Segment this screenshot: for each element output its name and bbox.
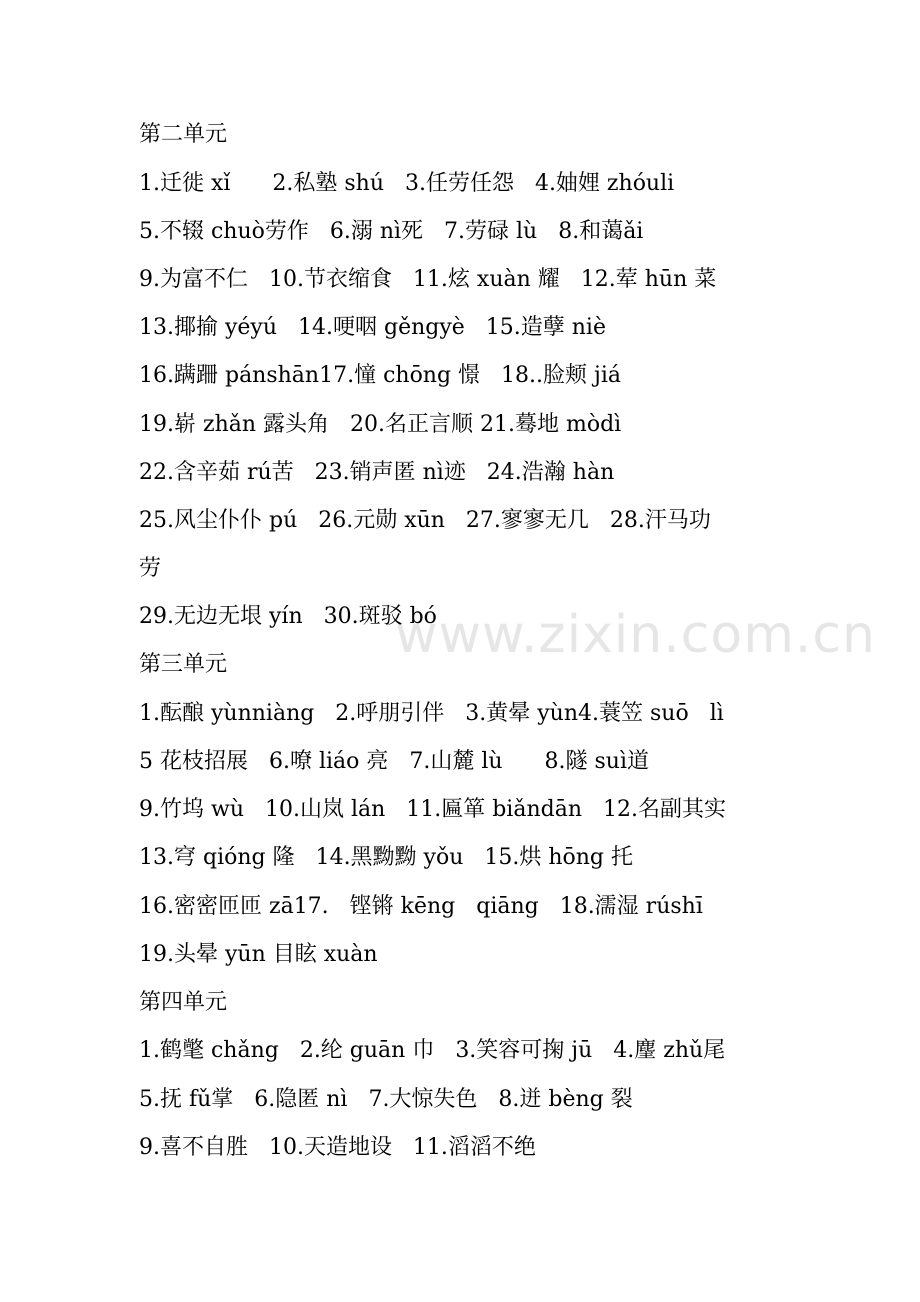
vocab-line: 5 花枝招展 6.嘹 liáo 亮 7.山麓 lù 8.隧 suì道: [139, 749, 649, 774]
vocab-line: 25.风尘仆仆 pú 26.元勋 xūn 27.寥寥无几 28.汗马功: [139, 508, 711, 533]
vocab-line: 19.崭 zhǎn 露头角 20.名正言顺 21.蓦地 mòdì: [139, 412, 622, 437]
section-heading-2: 第二单元: [139, 122, 228, 147]
vocab-line: 29.无边无垠 yín 30.斑驳 bó: [139, 604, 437, 629]
vocab-line: 9.竹坞 wù 10.山岚 lán 11.匾箪 biǎndān 12.名副其实: [139, 797, 726, 822]
vocab-line: 19.头晕 yūn 目眩 xuàn: [139, 942, 378, 967]
vocab-line: 5.抚 fǔ掌 6.隐匿 nì 7.大惊失色 8.迸 bèng 裂: [139, 1087, 633, 1112]
section-heading-4: 第四单元: [139, 990, 228, 1015]
vocab-line: 1.酝酿 yùnniàng 2.呼朋引伴 3.黄晕 yùn4.蓑笠 suō lì: [139, 701, 724, 726]
vocab-line: 16.蹒跚 pánshān17.憧 chōng 憬 18..脸颊 jiá: [139, 363, 621, 388]
vocab-line: 5.不辍 chuò劳作 6.溺 nì死 7.劳碌 lù 8.和蔼ǎi: [139, 219, 644, 244]
vocab-line: 1.鹤氅 chǎng 2.纶 guān 巾 3.笑容可掬 jū 4.麈 zhǔ尾: [139, 1038, 726, 1063]
vocab-line: 9.喜不自胜 10.天造地设 11.滔滔不绝: [139, 1135, 536, 1160]
vocab-line: 13.揶揄 yéyú 14.哽咽 gěngyè 15.造孽 niè: [139, 315, 606, 340]
vocab-line: 13.穹 qióng 隆 14.黑黝黝 yǒu 15.烘 hōng 托: [139, 845, 634, 870]
vocab-line: 1.迁徙 xǐ 2.私塾 shú 3.任劳任怨 4.妯娌 zhóuli: [139, 171, 675, 196]
section-heading-3: 第三单元: [139, 652, 228, 677]
watermark: www.zixin.com.cn: [395, 605, 876, 665]
vocab-line: 16.密密匝匝 zā17. 铿锵 kēng qiāng 18.濡湿 rúshī: [139, 894, 703, 919]
vocab-line: 9.为富不仁 10.节衣缩食 11.炫 xuàn 耀 12.荤 hūn 菜: [139, 267, 717, 292]
vocab-line: 22.含辛茹 rú苦 23.销声匿 nì迹 24.浩瀚 hàn: [139, 460, 615, 485]
vocab-line: 劳: [139, 556, 162, 581]
